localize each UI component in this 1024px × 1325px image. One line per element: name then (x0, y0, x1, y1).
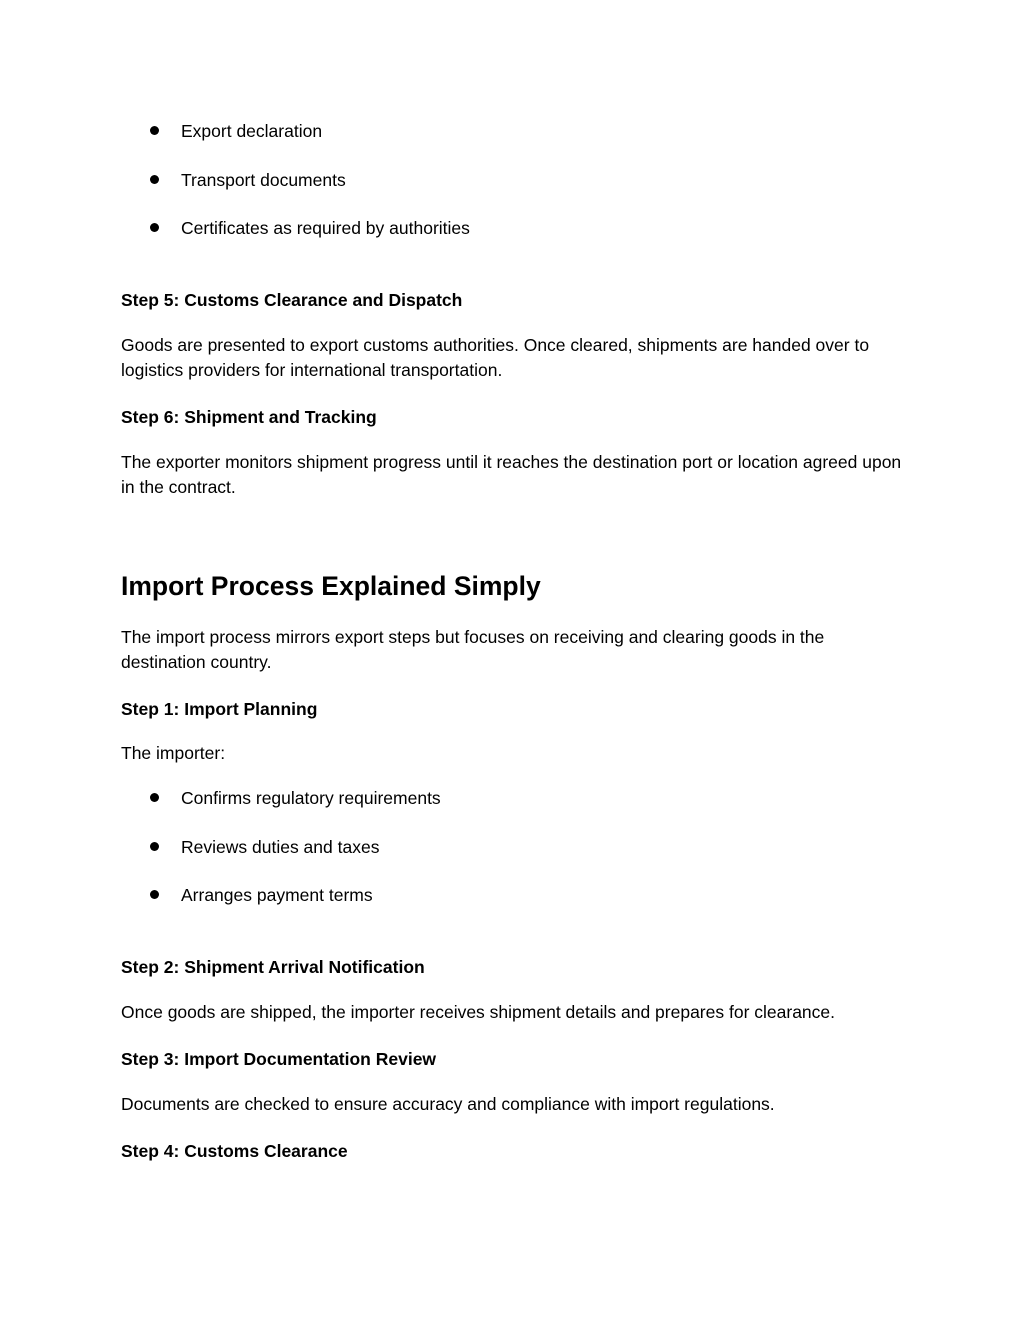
step-lead: The importer: (121, 743, 226, 763)
step-heading: Step 5: Customs Clearance and Dispatch (121, 290, 463, 310)
step-heading: Step 6: Shipment and Tracking (121, 407, 377, 427)
bullet-icon (150, 842, 159, 851)
step-body: Once goods are shipped, the importer receives shipment details and prepares for clearance. (121, 1002, 836, 1022)
step-body: The exporter monitors shipment progress until it reaches the destination port or location agreed upon in the contract. (121, 452, 902, 497)
section-heading: Import Process Explained Simply (121, 571, 541, 601)
bullet-icon (150, 793, 159, 802)
step-heading: Step 2: Shipment Arrival Notification (121, 957, 425, 977)
bullet-icon (150, 223, 159, 232)
bullet-icon (150, 126, 159, 135)
list-item-text: Transport documents (181, 170, 346, 190)
bullet-icon (150, 175, 159, 184)
step-heading: Step 4: Customs Clearance (121, 1141, 348, 1161)
step-body: Documents are checked to ensure accuracy and compliance with import regulations. (121, 1094, 775, 1114)
list-item-text: Certificates as required by authorities (181, 218, 470, 238)
step-heading: Step 1: Import Planning (121, 699, 318, 719)
list-item-text: Arranges payment terms (181, 885, 373, 905)
list-item-text: Confirms regulatory requirements (181, 788, 441, 808)
section-intro: The import process mirrors export steps but focuses on receiving and clearing goods in the destination country. (121, 627, 825, 672)
bullet-icon (150, 890, 159, 899)
step-heading: Step 3: Import Documentation Review (121, 1049, 437, 1069)
list-item-text: Reviews duties and taxes (181, 837, 380, 857)
list-item-text: Export declaration (181, 121, 323, 141)
step-body: Goods are presented to export customs authorities. Once cleared, shipments are handed over to logistics providers for international transportation. (121, 335, 870, 380)
